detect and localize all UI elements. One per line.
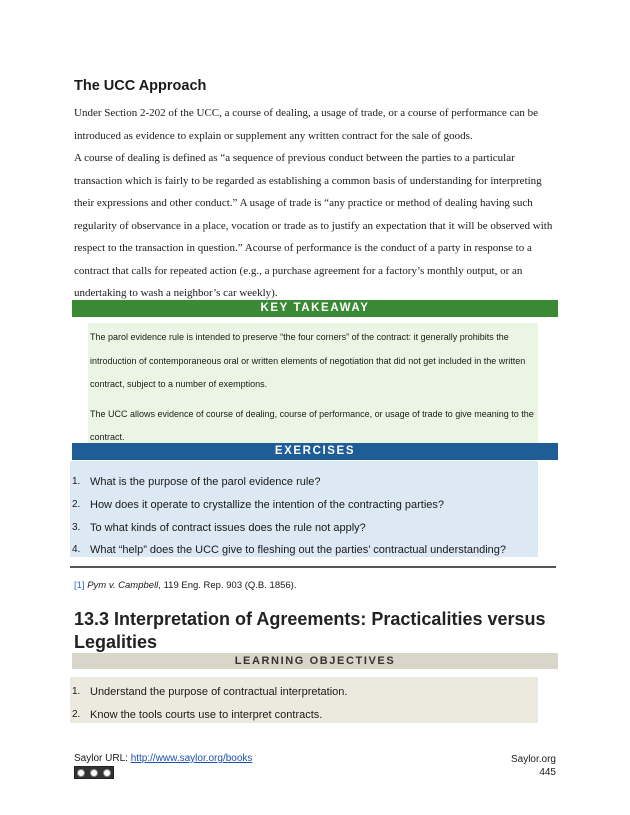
nc-circle-icon <box>103 769 111 777</box>
footer-site-page <box>480 753 556 779</box>
chapter-heading: 13.3 Interpretation of Agreements: Practicalities versus Legalities <box>74 609 546 652</box>
cc-circle-icon <box>77 769 85 777</box>
section-heading: The UCC Approach <box>74 78 207 94</box>
exercises-title: EXERCISES <box>72 443 558 460</box>
objective-item <box>70 705 538 725</box>
exercise-text: What is the purpose of the parol evidence rule? <box>90 476 321 488</box>
list-number: 2. <box>72 499 81 510</box>
body-paragraph-1: Under Section 2-202 of the UCC, a course of dealing, a usage of trade, or a course of performance can be introduced as evidence to explain or supplement any written contract for the sale of goods. <box>74 107 538 142</box>
list-number: 1. <box>72 476 81 487</box>
page-number: 445 <box>539 767 556 778</box>
key-takeaway-paragraph: The UCC allows evidence of course of dealing, course of performance, or usage of trade to give meaning to the contract. <box>90 408 534 442</box>
body-paragraph-2: A course of dealing is defined as “a sequence of previous conduct between the parties to a particular transaction which is fairly to be regarded as establishing a common basis of understanding for interpreting their expressions and other conduct.” A usage of trade is “any practice or method of dealing having such regularity of observance in a place, vocation or trade as to justify an expectation that it will be observed with respect to the transaction in question.” Acourse of performance is the conduct of a party in response to a contract that calls for repeated action (e.g., a purchase agreement for a factory’s monthly output, or an undertaking to wash a neighbor’s car weekly). <box>74 152 553 299</box>
footer-url-label: Saylor URL: <box>74 753 131 764</box>
exercise-item <box>70 495 538 515</box>
footer-site: Saylor.org <box>510 754 556 765</box>
list-number: 3. <box>72 522 81 533</box>
exercise-item <box>70 518 538 538</box>
key-takeaway-box <box>88 323 538 443</box>
footnote-divider <box>70 566 556 568</box>
footer-url <box>74 753 252 764</box>
objective-text: Understand the purpose of contractual interpretation. <box>90 686 348 698</box>
list-number: 4. <box>72 544 81 555</box>
exercise-item <box>70 540 538 560</box>
exercise-text: What “help” does the UCC give to fleshing out the parties’ contractual understanding? <box>90 544 506 556</box>
exercise-item <box>70 472 538 492</box>
learning-objectives-title: LEARNING OBJECTIVES <box>72 653 558 669</box>
objective-text: Know the tools courts use to interpret contracts. <box>90 709 323 721</box>
footnote-citation: , 119 Eng. Rep. 903 (Q.B. 1856). <box>158 580 297 591</box>
footnote-case-name: Pym v. Campbell <box>87 580 159 591</box>
footer-url-link[interactable]: http://www.saylor.org/books <box>130 753 253 764</box>
objective-item <box>70 682 538 702</box>
list-number: 2. <box>72 709 81 720</box>
footnote <box>74 580 296 591</box>
footnote-ref-link[interactable]: [1] <box>74 580 85 591</box>
key-takeaway-paragraph: The parol evidence rule is intended to preserve “the four corners” of the contract: it generally prohibits the introduction of contemporaneous oral or written elements of negotiation that did not get included in the written contract, subject to a number of exemptions. <box>90 332 526 389</box>
exercise-text: To what kinds of contract issues does the rule not apply? <box>90 522 366 534</box>
key-takeaway-title: KEY TAKEAWAY <box>72 300 558 317</box>
creative-commons-license-icon <box>74 766 114 779</box>
exercise-text: How does it operate to crystallize the intention of the contracting parties? <box>90 499 445 511</box>
by-circle-icon <box>90 769 98 777</box>
list-number: 1. <box>72 686 81 697</box>
